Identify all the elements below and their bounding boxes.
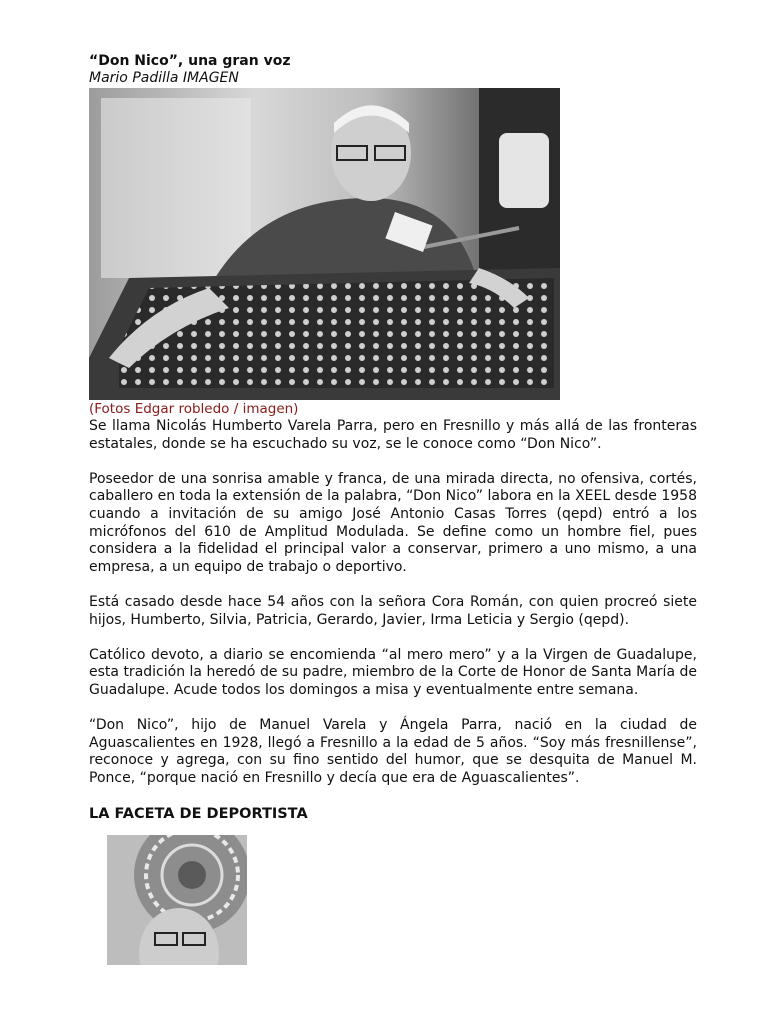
paragraph-3: Está casado desde hace 54 años con la señora Cora Román, con quien procreó siete hijos, Humberto, Silvia, Patricia, Gerardo, Javier, Irma Leticia y Sergio (qepd). [89, 593, 697, 628]
paragraph-5: “Don Nico”, hijo de Manuel Varela y Ángela Parra, nació en la ciudad de Aguascalientes en 1928, llegó a Fresnillo a la edad de 5 años. “Soy más fresnillense”, reconoce y agrega, con su fino sentido del humor, que se desquita de Manuel M. Ponce, “porque nació en Fresnillo y decía que era de Aguascalientes”. [89, 717, 697, 786]
article-title: “Don Nico”, una gran voz [89, 53, 291, 69]
article-byline: Mario Padilla IMAGEN [89, 70, 239, 86]
article [89, 52, 697, 965]
photo-announcer-at-console [89, 88, 560, 400]
photo-portrait-illustration [107, 835, 247, 965]
photo-announcer-illustration [89, 88, 560, 400]
paragraph-4: Católico devoto, a diario se encomienda “al mero mero” y a la Virgen de Guadalupe, esta tradición la heredó de su padre, miembro de la Corte de Honor de Santa María de Guadalupe. Acude todos los domingos a misa y eventualmente entre semana. [89, 646, 697, 698]
paragraph-2: Poseedor de una sonrisa amable y franca, de una mirada directa, no ofensiva, cortés, caballero en toda la extensión de la palabra, “Don Nico” labora en la XEEL desde 1958 cuando a invitación de su amigo José Antonio Casas Torres (qepd) entró a los micrófonos del 610 de Amplitud Modulada. Se define como un hombre fiel, pues considera a la fidelidad el principal valor a conservar, primero a uno mismo, a una empresa, a un equipo de trabajo o deportivo. [89, 470, 697, 575]
photo-caption: (Fotos Edgar robledo / imagen) [89, 401, 299, 417]
section-heading: LA FACETA DE DEPORTISTA [89, 806, 308, 823]
paragraph-1: Se llama Nicolás Humberto Varela Parra, pero en Fresnillo y más allá de las fronteras estatales, donde se ha escuchado su voz, se le conoce como “Don Nico”. [89, 418, 697, 452]
photo-portrait-aztec-calendar [107, 835, 247, 965]
